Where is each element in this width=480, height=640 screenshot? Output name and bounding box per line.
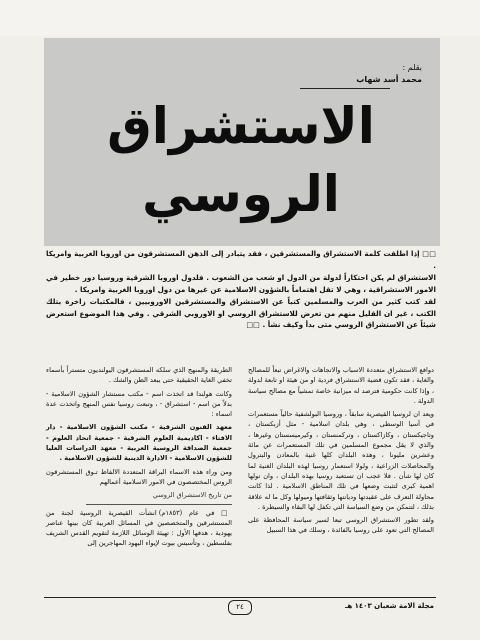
section-rule — [86, 504, 232, 505]
top-margin — [0, 0, 480, 36]
body-paragraph: الطريقة والمنهج الذي سلكه المستشرقون اليولنديون متستراً بأسماء تخفي الغاية الحقيقية حتى يبعد الظن والشك . — [46, 366, 232, 385]
intro-paragraph: □□ إذا اطلقت كلمة الاستشراق والمستشرقين ، فقد يتبادر إلى الذهن المستشرقون من اوروبا الغربية وامريكا . — [46, 249, 436, 270]
intro-paragraph: الاستشراق لم يكن احتكاراً لدولة من الدول او شعب من الشعوب . فلدول اوروبا الشرقية وروسيا دور خطير في الامور الاستشراقية ، وهي لا تقل اهتماماً بالشؤون الاسلامية عن غيرها من دول اوروبا الغربية وامريكا . — [46, 273, 436, 294]
body-paragraph-bold: معهد الفنون الشرقية - مكتب الشؤون الاسلامية - دار الافتاء - اكاديمية العلوم الشرقية - جمعية اتحاد العلوم - جمعية الصداقة الروسية العربية - معهد الدراسات العليا للشؤون الاسلامية - الادارة الدينية للشؤون الاسلامية . — [46, 423, 232, 463]
byline-prefix: بقلم : — [402, 63, 422, 72]
footer-rule — [44, 597, 436, 598]
title-line-1: الاستشراق — [107, 97, 375, 155]
body-paragraph: ولقد تطور الاستشراق الروسي تبعا لسير سياسة المحافظة على المصالح التي تعود على روسيا بالفائدة ، وسلك في هذا السبيل — [248, 516, 434, 535]
footer-magazine-title: مجلة الامة شعبان ١٤٠٣ هـ — [344, 602, 434, 610]
body-paragraph: ومن وراء هذه الاسماء البراقة المتعددة الالفاظ تـوق المستشرقون الروس المختصصون في الامور الاسلامية أعمالهم — [46, 467, 232, 486]
column-left — [46, 365, 232, 552]
body-paragraph: □ في عام (١٨٥٣م) انشأت القيصرية الروسية لجنة من المستشرقين والمتخصصين في المسائل العربية كان بينها عناصر يهودية ، هدفها الأول : تهيئة الوسائل اللازمة لتقويم القدس الشريف بفلسطين ، وتأسيس بيوت لإيواء اليهود المهاجرين إلى — [46, 508, 232, 548]
author-name: محمد أسد شهاب — [356, 75, 422, 84]
byline-rule — [300, 88, 390, 89]
body-paragraph: دوافع الاستشراق متعددة الاسباب والاتجاهات والاغراض تبعاً للمصالح والغاية ، فقد تكون قضية الاستشراق فردية او من هيئة او تابعة لدولة ، وإذا كانت حكومية فترصد له ميزانية خاصة تمشياً مع مصالح سياسة الدولة . — [248, 366, 434, 405]
body-paragraph: وكانت هولندا قد اتخذت اسم - مكتب مستشار الشؤون الاسلامية - بدلاً من اسم - استشراق - ، وتبعت روسيا نفس المنهج واتخذت عدة اسماء : — [46, 389, 232, 419]
intro-paragraph: لقد كتب كثير من العرب والمسلمين كتباً عن الاستشراق والمستشرقين الاوروبيين ، فالمكتبات زاخرة بتلك الكتب ، غير ان القليل منهم من تعرض للاستشراق الروسي او الاوروبي الشرقي . وفي هذا الموضوع استعرض شيئاً عن الاستشراق الروسي متى بدأ وكيف نشأ . □□ — [46, 297, 436, 329]
body-paragraph: ويعد ان لروسيا القيصرية سابقاً ، وروسيا البولشفية حالياً مستعمرات في آسيا الوسطى ، وهي بلدان اسلامية - مثل أزبكستان ، وتاجيكستان ، وكازاكستان ، وتركمنستان ، وكيرميسستان وغيرها ، والذي لا يقل مجموع المسلمين في تلك المستعمرات عن مائة وعشرين مليونا ، وهذه البلدان كلها غنية بالمعادن والبترول والمحاصلات الزراعية ، ولولا استعمار روسيا لهذه البلدان الغنية لما كان لها شأن . فلا عجب ان تستعبد روسيا بهذه البلدان ، وان تولها اهمية كبرى لتثبت وضعها في تلك المناطق الاسلامية . لذا كانت محاولة التعرف على عقيدتها وديانتها وثقافتها وميولها وكل ما له علاقة بذلك ، لتتمكن من وضع السياسة التي تكفل لها البقاء والسيطرة . — [248, 410, 434, 511]
section-heading: من تاريخ الاستشراق الروسي — [152, 491, 232, 500]
intro-block — [46, 248, 436, 332]
title-line-2: الروسي — [142, 165, 340, 223]
byline — [356, 62, 422, 86]
page-number: ٢٤ — [228, 600, 252, 615]
column-right — [248, 365, 434, 539]
